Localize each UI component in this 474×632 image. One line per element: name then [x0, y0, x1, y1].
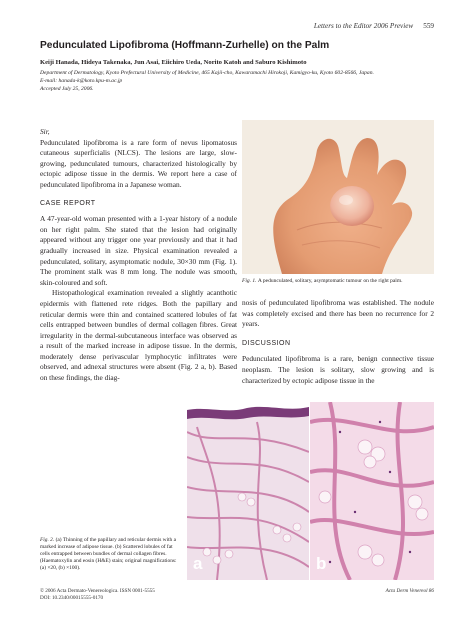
authors: Keiji Hanada, Hideya Takenaka, Jun Asai, Eiichiro Ueda, Norito Katoh and Saburo Kishimoto	[40, 59, 307, 66]
doi: DOI: 10.2340/00015555-0170	[40, 595, 104, 601]
right-column	[242, 298, 434, 386]
case-continuation: nosis of pedunculated lipofibroma was established. The nodule was completely excised and there has been no recurrence for 2 years.	[242, 298, 434, 329]
figure-2a-image	[187, 402, 309, 580]
case-paragraph-1: A 47-year-old woman presented with a 1-year history of a nodule on her right palm. She stated that the lesion had originally appeared without any trigger one year previously and that it had gradually increased in size. Physical examination revealed a pedunculated, solitary, asymptomatic nodule, 30×30 mm (Fig. 1). The prominent stalk was 8 mm long. The nodule was smooth, skin-coloured and soft.	[40, 214, 237, 287]
histology-high-mag-icon	[310, 402, 434, 580]
article-title: Pedunculated Lipofibroma (Hoffmann-Zurhelle) on the Palm	[40, 40, 330, 51]
case-paragraph-2: Histopathological examination revealed a slightly acanthotic epidermis with flattened rete ridges. Both the papillary and reticular dermis were thin and contained scattered lobules of fat cells entrapped between bundles of dermal collagen fibres. Great irregularity in the dermal-subcutaneous interface was observed as a result of the marked increase in adipose tissue. In the dermis, moderately dense perivascular lymphocytic infiltrates were observed, and adnexal structures were absent (Fig. 2 a, b). Based on these findings, the diag-	[40, 288, 237, 383]
figure-2-caption	[40, 537, 183, 572]
running-title: Letters to the Editor 2006 Preview	[313, 22, 414, 30]
panel-a-label: a	[193, 554, 203, 573]
histology-low-mag-icon	[187, 402, 309, 580]
affiliation-email: E-mail: hanada-k@koto.kpu-m.ac.jp	[40, 78, 123, 85]
panel-b-label: b	[316, 554, 327, 573]
running-header	[314, 22, 434, 30]
figure-1-label: Fig. 1.	[242, 278, 257, 284]
case-report-heading: CASE REPORT	[40, 199, 96, 207]
left-column	[40, 127, 237, 384]
affiliation	[40, 69, 440, 94]
copyright: © 2006 Acta Dermato-Venereologica. ISSN 0001-5555	[40, 588, 155, 594]
discussion-heading: DISCUSSION	[242, 339, 291, 347]
journal-name: Acta Derm Venereol 86	[385, 588, 434, 594]
figure-1-caption-text: A pedunculated, solitary, asymptomatic tumour on the right palm.	[257, 278, 403, 284]
intro-paragraph: Pedunculated lipofibroma is a rare form of nevus lipomatosus cutaneous superficialis (NLCS). The lesions are large, slow-growing, pedunculated tumours, characterized histologically by ectopic adipose tissue in the dermis. We report here a case of pedunculated lipofibroma in a Japanese woman.	[40, 137, 237, 189]
salutation: Sir,	[40, 127, 50, 136]
accepted-date: Accepted July 25, 2006.	[40, 86, 94, 93]
figure-1-photo	[242, 120, 434, 274]
figure-2b-image	[310, 402, 434, 580]
figure-1-caption	[242, 278, 434, 285]
figure-2-caption-text: (a) Thinning of the papillary and reticular dermis with a marked increase of adipose tissue. (b) Scattered lobules of fat cells entrapped between bundles of dermal collagen fibres. (Haematoxylin and eosin (H&E) stain; original magnifications: (a) ×20, (b) ×100).	[40, 537, 177, 571]
palm-nodule-photo-icon	[242, 120, 434, 274]
page-number: 559	[423, 22, 434, 30]
figure-2-label: Fig. 2.	[40, 537, 55, 543]
footer-left	[40, 588, 155, 602]
affiliation-address: Department of Dermatology, Kyoto Prefectural University of Medicine, 465 Kajii-cho, Kawaramachi Hirokoji, Kamigyo-ku, Kyoto 602-8566, Japan.	[40, 70, 374, 76]
discussion-paragraph: Pedunculated lipofibroma is a rare, benign connective tissue neoplasm. The lesion is solitary, slow growing and is characterized by ectopic adipose tissue in the	[242, 354, 434, 385]
